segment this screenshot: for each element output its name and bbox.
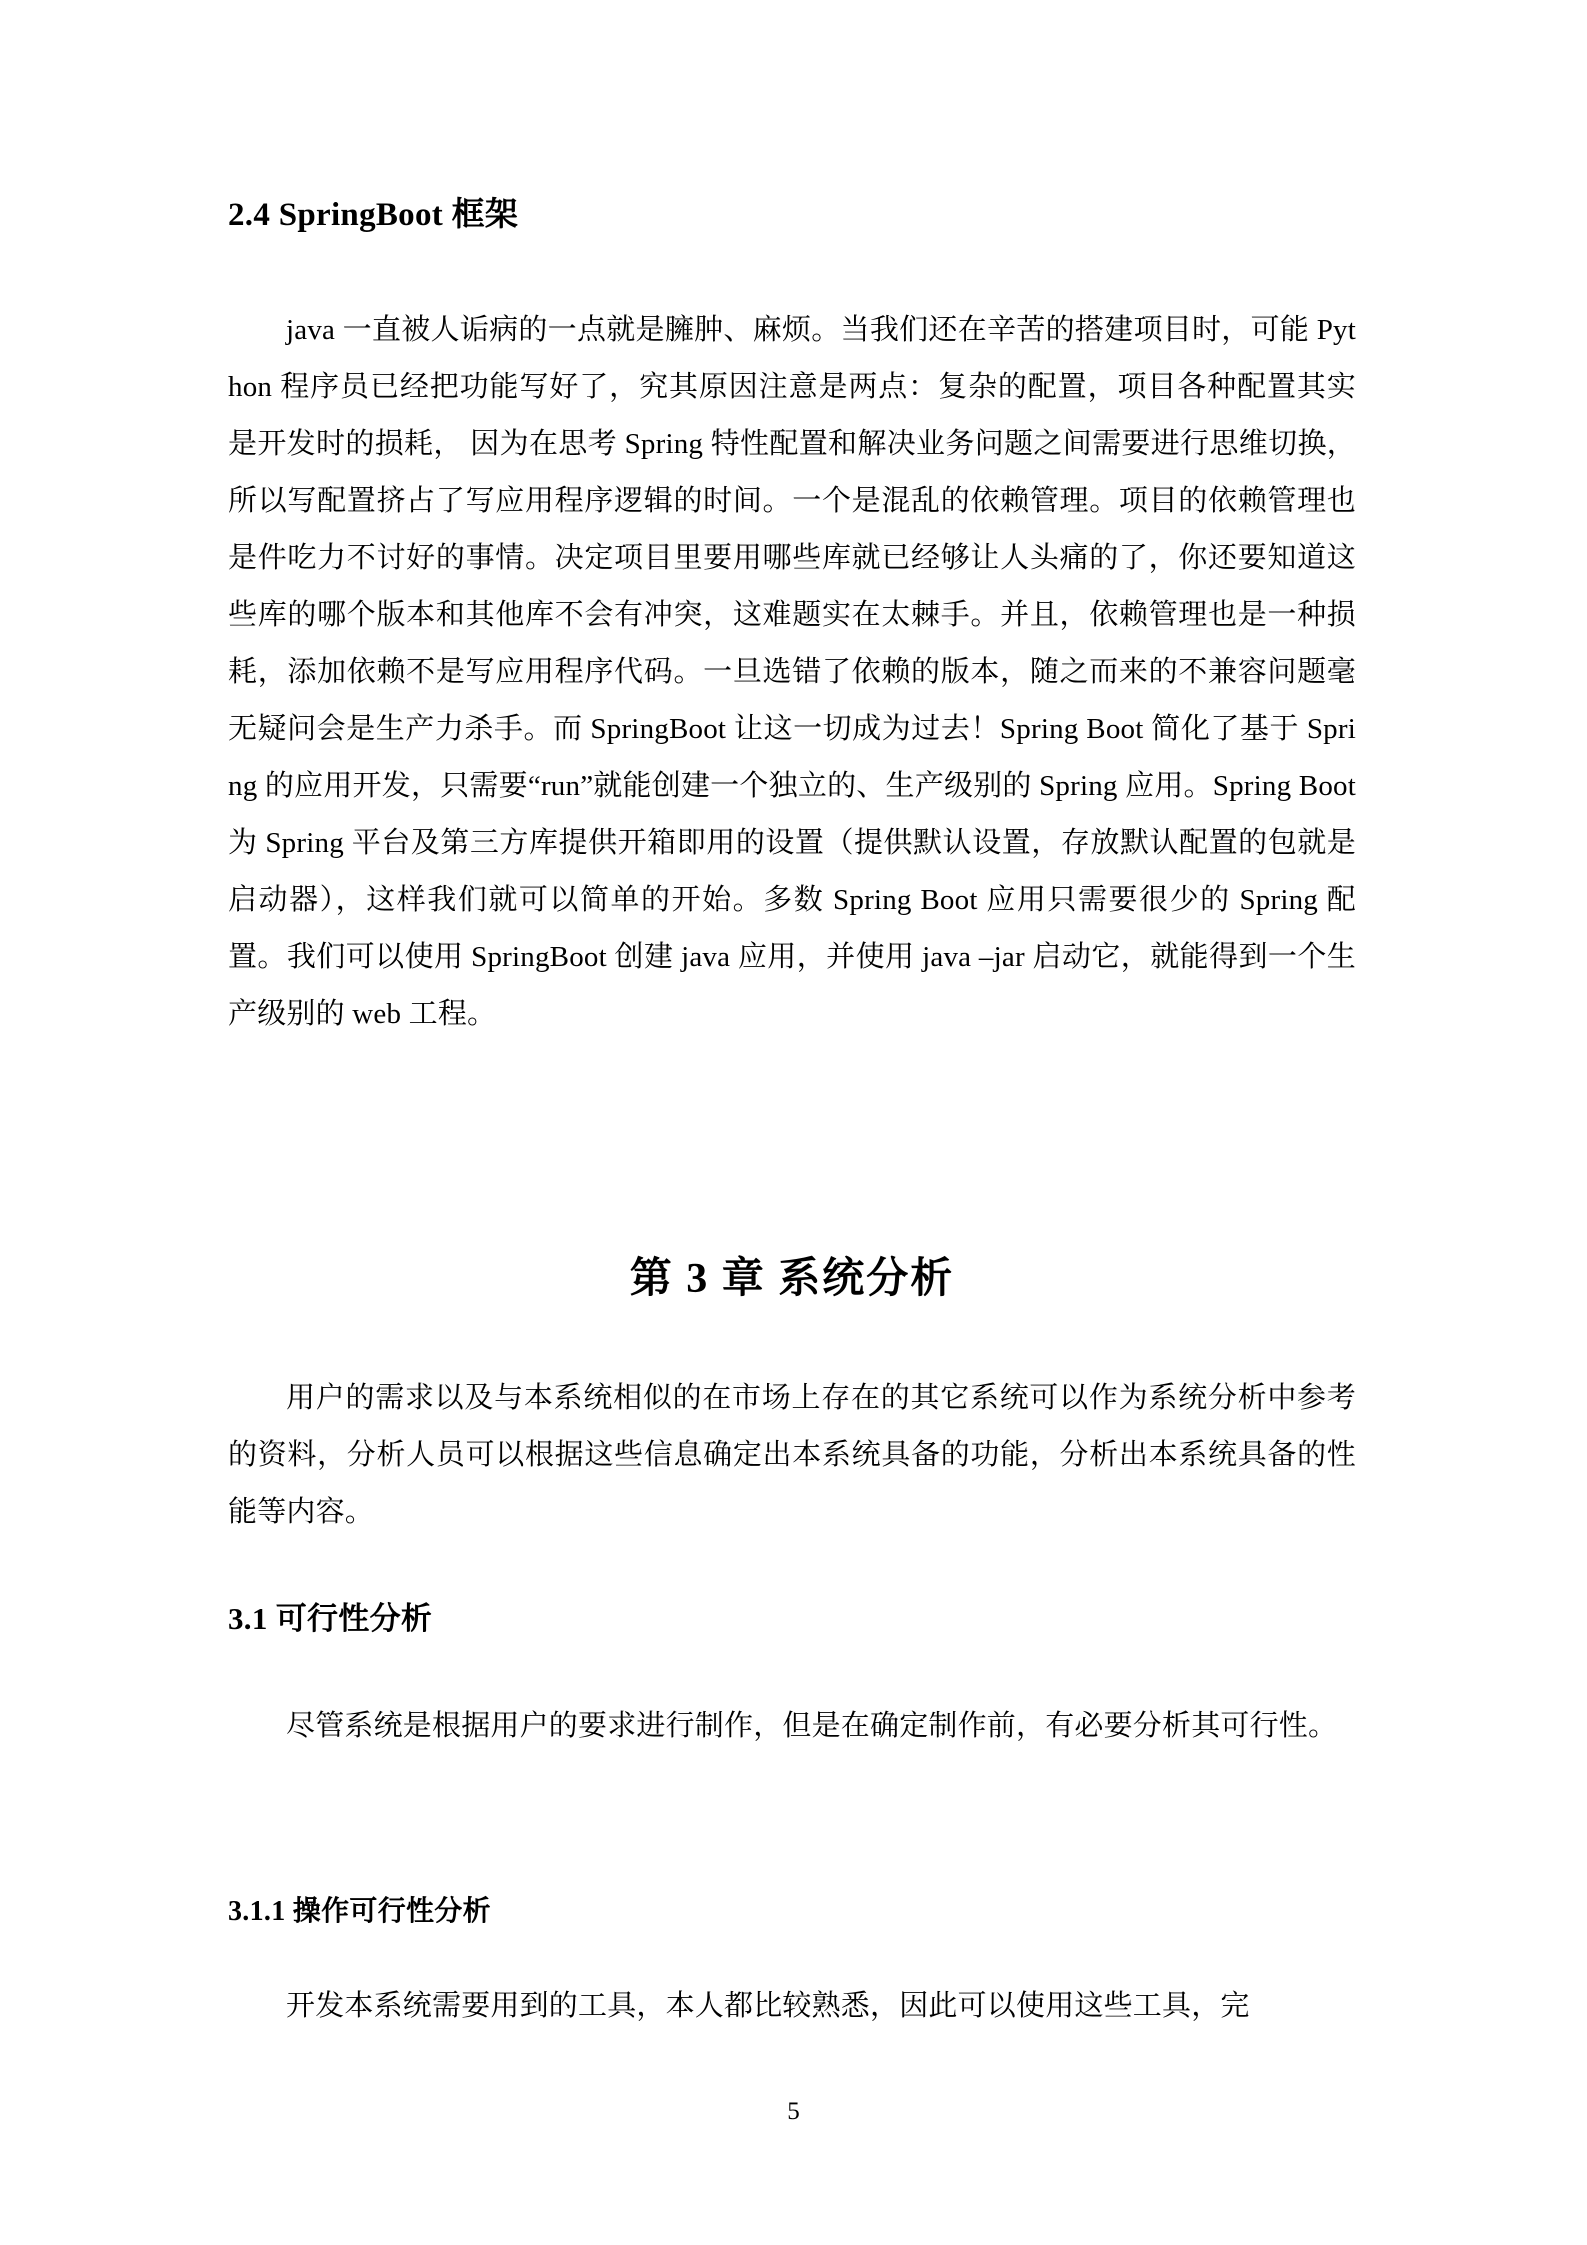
heading-text-2-4: 2.4 SpringBoot 框架 — [228, 197, 519, 233]
paragraph-operational-feasibility — [228, 1978, 1356, 2035]
heading-text-3-1: 3.1 可行性分析 — [228, 1601, 433, 1636]
heading-3-1-1-operational-feasibility — [228, 1895, 1356, 1929]
heading-3-1-feasibility-analysis — [228, 1600, 1356, 1637]
paragraph-springboot-description — [228, 302, 1356, 1043]
page-number: 5 — [787, 2098, 800, 2125]
paragraph-text-chapter-3-intro: 用户的需求以及与本系统相似的在市场上存在的其它系统可以作为系统分析中参考的资料，分析人员可以根据这些信息确定出本系统具备的功能，分析出本系统具备的性能等内容。 — [228, 1382, 1356, 1528]
heading-text-3-1-1: 3.1.1 操作可行性分析 — [228, 1896, 491, 1927]
paragraph-feasibility — [228, 1698, 1356, 1755]
paragraph-text-springboot: java 一直被人诟病的一点就是臃肿、麻烦。当我们还在辛苦的搭建项目时，可能 Python 程序员已经把功能写好了，究其原因注意是两点：复杂的配置，项目各种配置其实是开发时的损耗， 因为在思考 Spring 特性配置和解决业务问题之间需要进行思维切换，所以写配置挤占了写应用程序逻辑的时间。一个是混乱的依赖管理。项目的依赖管理也是件吃力不讨好的事情。决定项目里要用哪些库就已经够让人头痛的了，你还要知道这些库的哪个版本和其他库不会有冲突，这难题实在太棘手。并且，依赖管理也是一种损耗，添加依赖不是写应用程序代码。一旦选错了依赖的版本，随之而来的不兼容问题毫无疑问会是生产力杀手。而 SpringBoot 让这一切成为过去！Spring Boot 简化了基于 Spring 的应用开发，只需要“run”就能创建一个独立的、生产级别的 Spring 应用。Spring Boot 为 Spring 平台及第三方库提供开箱即用的设置（提供默认设置，存放默认配置的包就是启动器），这样我们就可以简单的开始。多数 Spring Boot 应用只需要很少的 Spring 配置。我们可以使用 SpringBoot 创建 java 应用，并使用 java –jar 启动它，就能得到一个生产级别的 web 工程。 — [228, 314, 1356, 1030]
paragraph-text-operational-feasibility: 开发本系统需要用到的工具，本人都比较熟悉，因此可以使用这些工具，完 — [286, 1990, 1250, 2022]
paragraph-text-feasibility: 尽管系统是根据用户的要求进行制作，但是在确定制作前，有必要分析其可行性。 — [286, 1710, 1338, 1742]
heading-2-4-springboot-framework — [228, 196, 1356, 236]
heading-text-chapter-3: 第 3 章 系统分析 — [629, 1256, 955, 1302]
paragraph-chapter-3-intro — [228, 1370, 1356, 1541]
heading-chapter-3 — [228, 1252, 1356, 1307]
